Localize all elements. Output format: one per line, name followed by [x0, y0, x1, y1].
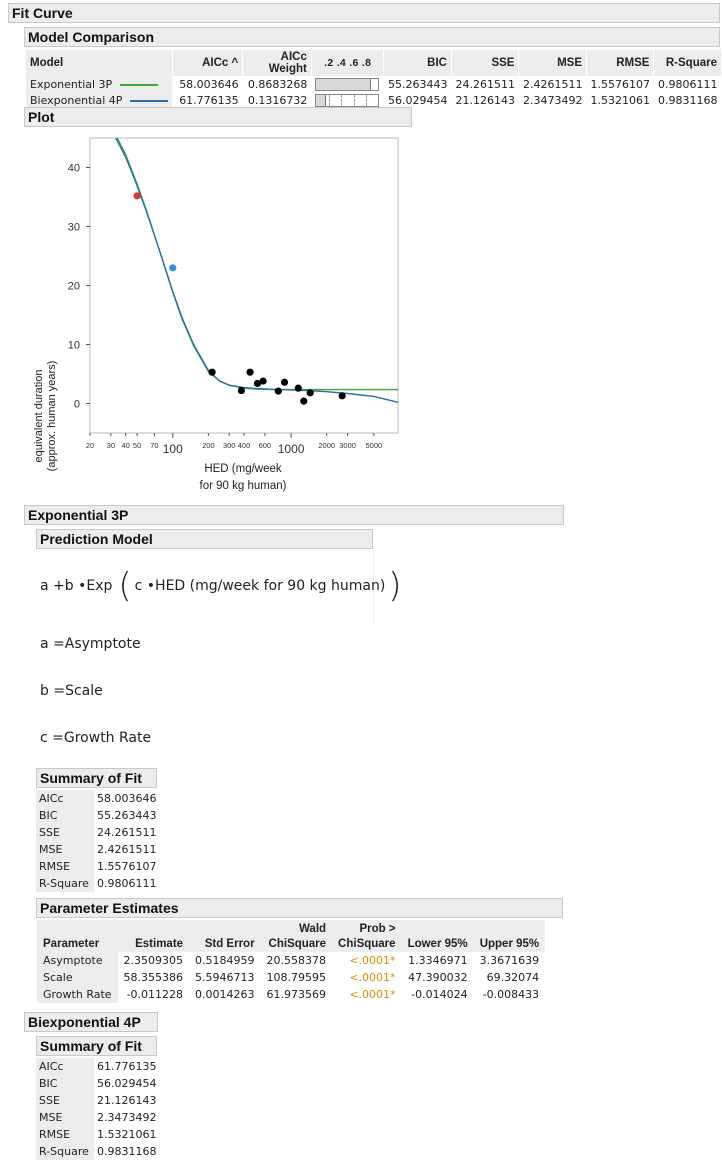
exp3p-summary-table	[36, 790, 160, 892]
col-model[interactable]: Model	[26, 50, 172, 76]
parameter-row[interactable]	[37, 969, 545, 986]
model-name-cell	[26, 76, 172, 92]
summary-value: 2.3473492	[97, 1111, 157, 1124]
biexp4p-summary-table	[36, 1058, 160, 1160]
wald-chisquare-cell: 108.79595	[266, 971, 327, 984]
summary-value: 1.5321061	[97, 1128, 157, 1141]
y-tick-label: 30	[67, 221, 80, 234]
biexponential-4p-title: Biexponential 4P	[28, 1014, 141, 1030]
prob-cell: <.0001*	[349, 971, 396, 984]
summary-key: MSE	[36, 841, 94, 858]
weight-bar-track	[315, 78, 379, 91]
x-tick-label: 5000	[365, 441, 383, 450]
estimate-cell: 58.355386	[123, 971, 184, 984]
estimate-cell: -0.011228	[126, 988, 184, 1001]
mse-cell: 2.4261511	[522, 77, 583, 91]
wald-line1: Wald	[299, 923, 327, 935]
lower-95-cell: 1.3346971	[408, 954, 468, 967]
parameter-estimates-header[interactable]	[36, 898, 563, 918]
x-tick-label: 3000	[339, 441, 356, 450]
rsquare-cell: 0.9806111	[658, 77, 718, 91]
wald-line2: ChiSquare	[268, 938, 327, 950]
y-tick-label: 20	[67, 280, 80, 293]
x-tick-label: 200	[202, 441, 215, 450]
summary-value: 55.263443	[97, 809, 157, 822]
data-point	[260, 377, 267, 384]
summary-row	[36, 790, 160, 807]
aicc-weight-cell: 0.1316732	[247, 93, 308, 107]
formula-close-paren: )	[388, 566, 402, 606]
y-tick-label: 0	[73, 398, 80, 411]
exp3p-summary-title: Summary of Fit	[40, 770, 142, 786]
col-rsquare[interactable]: R-Square	[654, 50, 722, 76]
prediction-model-header[interactable]	[36, 529, 373, 549]
y-tick-label: 40	[67, 162, 80, 175]
summary-value: 1.5576107	[97, 860, 157, 873]
data-point	[275, 388, 282, 395]
weight-bar-fill	[316, 79, 371, 90]
formula-inner: c •HED (mg/week for 90 kg human)	[134, 578, 386, 594]
fit-curve-plot	[0, 128, 420, 498]
model-name-cell	[26, 92, 172, 108]
parameter-row[interactable]	[37, 952, 545, 969]
x-tick-label: 50	[132, 441, 142, 450]
summary-row	[36, 858, 160, 875]
parameter-estimates-table	[37, 920, 545, 1003]
summary-value: 58.003646	[97, 792, 157, 805]
param-b-definition: b =Scale	[40, 683, 103, 699]
data-point	[281, 379, 288, 386]
biexp4p-summary-header[interactable]	[36, 1036, 157, 1056]
data-point	[339, 392, 346, 399]
formula-open-paren: (	[118, 566, 132, 606]
sse-cell: 21.126143	[455, 93, 515, 107]
col-parameter[interactable]: Parameter	[37, 920, 118, 952]
aicc-weight-cell: 0.8683268	[247, 77, 308, 91]
x-tick-label: 70	[150, 441, 159, 450]
col-wald-chisquare[interactable]	[261, 920, 333, 952]
model-comparison-table	[26, 50, 722, 108]
col-estimate[interactable]: Estimate	[118, 920, 190, 952]
x-tick-label: 40	[121, 441, 130, 450]
y-tick-label: 10	[67, 339, 80, 352]
summary-row	[36, 1126, 160, 1143]
weight-bar-track	[315, 94, 379, 107]
col-upper-95[interactable]: Upper 95%	[474, 920, 546, 952]
model-name: Exponential 3P	[30, 77, 113, 91]
summary-value: 21.126143	[97, 1094, 157, 1107]
model-row[interactable]	[26, 92, 722, 108]
data-point	[208, 369, 215, 376]
summary-row	[36, 1109, 160, 1126]
data-point	[307, 389, 314, 396]
summary-key: RMSE	[36, 858, 94, 875]
weight-bar-gridline	[354, 95, 355, 106]
summary-value: 0.9806111	[97, 877, 157, 890]
x-axis-label-line1: HED (mg/week	[204, 463, 282, 475]
weight-bar-gridline	[341, 95, 342, 106]
std-error-cell: 0.5184959	[195, 954, 255, 967]
x-tick-label: 30	[106, 441, 116, 450]
col-mse[interactable]: MSE	[519, 50, 587, 76]
weight-bar-gridline	[366, 95, 367, 106]
weight-bar-fill	[316, 95, 325, 106]
col-rmse[interactable]: RMSE	[586, 50, 654, 76]
upper-95-cell: 69.32074	[486, 971, 540, 984]
x-tick-label: 400	[237, 441, 251, 450]
prob-line2: ChiSquare	[338, 938, 396, 950]
summary-key: BIC	[36, 1075, 94, 1092]
x-tick-label: 2000	[318, 441, 336, 450]
model-name: Biexponential 4P	[30, 93, 123, 107]
prob-cell: <.0001*	[349, 988, 396, 1001]
weight-bar-gridline	[329, 95, 330, 106]
data-point	[238, 387, 245, 394]
exponential-3p-title: Exponential 3P	[28, 507, 129, 523]
col-prob-chisquare[interactable]	[332, 920, 402, 952]
summary-key: RMSE	[36, 1126, 94, 1143]
summary-value: 24.261511	[97, 826, 157, 839]
summary-key: AICc	[36, 790, 94, 807]
x-tick-label: 300	[222, 441, 236, 450]
summary-row	[36, 841, 160, 858]
std-error-cell: 0.0014263	[195, 988, 255, 1001]
sse-cell: 24.261511	[455, 77, 515, 91]
x-tick-label: 20	[85, 441, 95, 450]
col-aicc-weight[interactable]: AICc Weight	[243, 50, 312, 76]
exponential-3p-header[interactable]	[24, 505, 564, 525]
summary-row	[36, 1058, 160, 1075]
col-weight-bar: .2 .4 .6 .8	[311, 50, 384, 76]
std-error-cell: 5.5946713	[195, 971, 255, 984]
summary-key: R-Square	[36, 1143, 94, 1160]
upper-95-cell: -0.008433	[482, 988, 540, 1001]
summary-value: 0.9831168	[97, 1145, 157, 1158]
data-point	[169, 264, 176, 271]
bic-cell: 55.263443	[387, 77, 448, 91]
wald-chisquare-cell: 20.558378	[266, 954, 327, 967]
summary-key: MSE	[36, 1109, 94, 1126]
x-major-tick-label: 100	[162, 442, 183, 456]
y-axis-label-line1: equivalent duration	[33, 369, 45, 463]
prediction-model-title: Prediction Model	[40, 531, 153, 547]
col-aicc[interactable]: AICc ^	[172, 50, 242, 76]
model-line-swatch	[120, 84, 158, 86]
summary-row	[36, 807, 160, 824]
col-sse[interactable]: SSE	[451, 50, 519, 76]
model-line-swatch	[130, 100, 168, 102]
summary-key: R-Square	[36, 875, 94, 892]
estimate-cell: 2.3509305	[123, 954, 184, 967]
col-std-error[interactable]: Std Error	[189, 920, 261, 952]
rsquare-cell: 0.9831168	[658, 93, 718, 107]
weight-bar-cell	[311, 92, 384, 108]
summary-row	[36, 1092, 160, 1109]
param-a-definition: a =Asymptote	[40, 636, 141, 652]
parameter-name: Scale	[37, 969, 118, 986]
lower-95-cell: -0.014024	[411, 988, 468, 1001]
bic-cell: 56.029454	[387, 93, 448, 107]
param-c-definition: c =Growth Rate	[40, 730, 152, 746]
summary-value: 2.4261511	[97, 843, 157, 856]
biexp4p-summary-title: Summary of Fit	[40, 1038, 142, 1054]
aicc-cell: 61.776135	[179, 93, 239, 107]
weight-bar-cell	[311, 76, 384, 92]
aicc-cell: 58.003646	[179, 77, 239, 91]
data-point	[295, 385, 302, 392]
x-major-tick-label: 1000	[277, 442, 305, 456]
summary-key: SSE	[36, 824, 94, 841]
summary-row	[36, 1143, 160, 1160]
fit-curve-title: Fit Curve	[12, 5, 73, 21]
formula-prefix: a +b •Exp	[40, 578, 113, 594]
parameter-row[interactable]	[37, 986, 545, 1003]
parameter-name: Growth Rate	[37, 986, 118, 1003]
data-point	[300, 398, 307, 405]
summary-row	[36, 875, 160, 892]
summary-key: SSE	[36, 1092, 94, 1109]
upper-95-cell: 3.3671639	[479, 954, 540, 967]
y-axis-label-line2: (approx. human years)	[46, 360, 58, 472]
plot-title: Plot	[28, 109, 55, 125]
rmse-cell: 1.5321061	[590, 93, 650, 107]
x-axis-label-line2: for 90 kg human)	[199, 480, 287, 492]
fit-curve-header[interactable]	[8, 3, 720, 23]
model-comparison-header[interactable]	[24, 27, 720, 47]
summary-value: 61.776135	[97, 1060, 157, 1073]
data-point	[134, 192, 141, 199]
data-point	[246, 369, 253, 376]
prob-cell: <.0001*	[349, 954, 396, 967]
model-comparison-title: Model Comparison	[28, 29, 155, 45]
plot-header[interactable]	[24, 107, 412, 127]
rmse-cell: 1.5576107	[590, 77, 650, 91]
col-lower-95[interactable]: Lower 95%	[402, 920, 474, 952]
summary-value: 56.029454	[97, 1077, 157, 1090]
biexponential-4p-header[interactable]	[24, 1012, 158, 1032]
summary-key: AICc	[36, 1058, 94, 1075]
parameter-estimates-title: Parameter Estimates	[40, 900, 179, 916]
parameter-name: Asymptote	[37, 952, 118, 969]
prob-line1: Prob >	[359, 923, 396, 935]
mse-cell: 2.3473492	[522, 93, 583, 107]
summary-row	[36, 1075, 160, 1092]
x-tick-label: 600	[258, 441, 272, 450]
col-bic[interactable]: BIC	[384, 50, 452, 76]
summary-key: BIC	[36, 807, 94, 824]
summary-row	[36, 824, 160, 841]
wald-chisquare-cell: 61.973569	[266, 988, 327, 1001]
lower-95-cell: 47.390032	[408, 971, 468, 984]
exp3p-summary-header[interactable]	[36, 768, 157, 788]
prediction-formula	[40, 566, 402, 606]
model-row[interactable]	[26, 76, 722, 92]
